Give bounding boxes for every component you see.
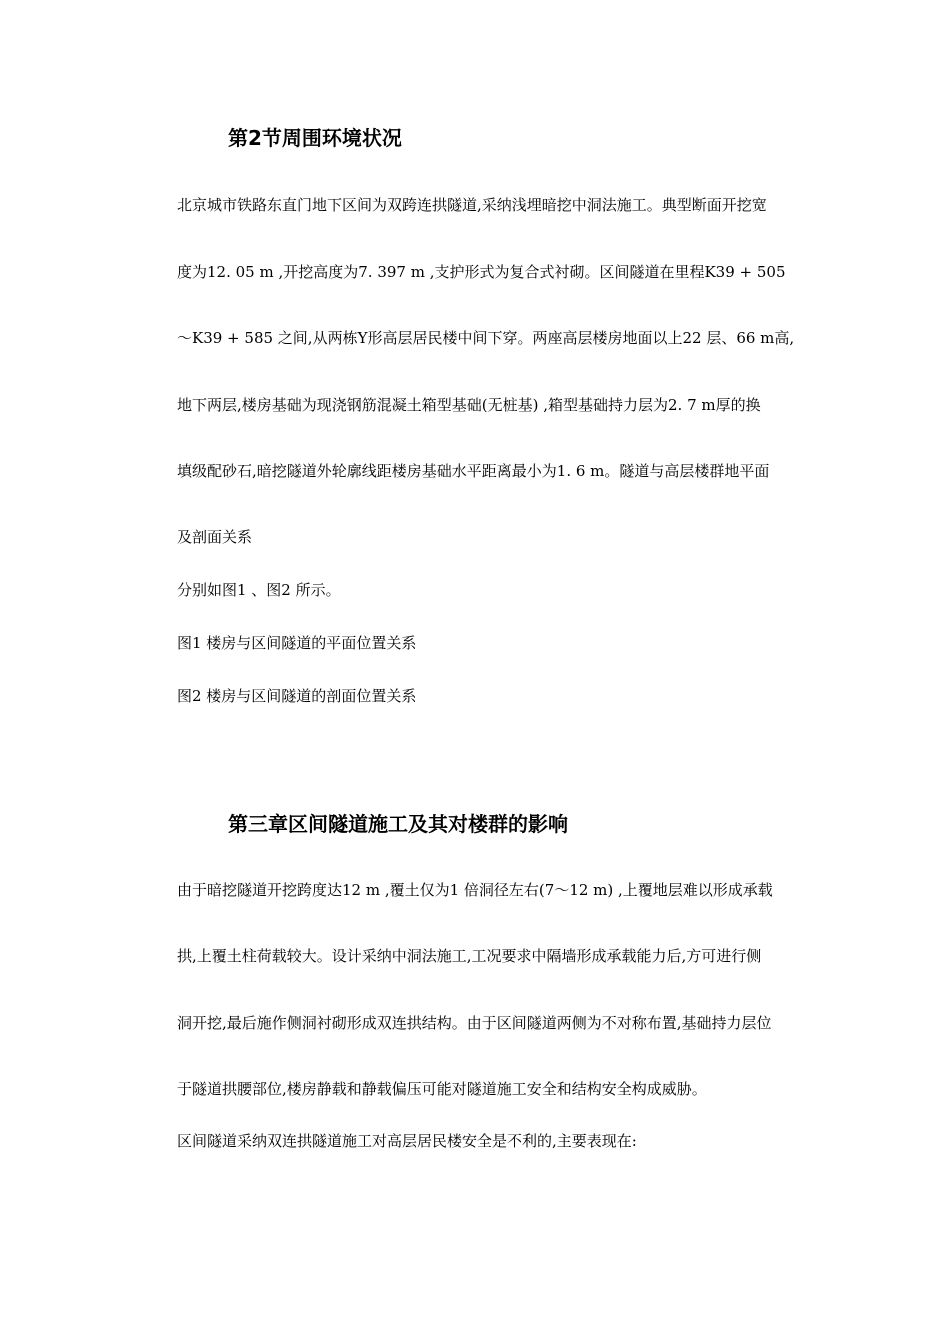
paragraph-line: 北京城市铁路东直门地下区间为双跨连拱隧道,采纳浅埋暗挖中洞法施工。典型断面开挖宽 [177,196,767,214]
paragraph-line: 由于暗挖隧道开挖跨度达12 m ,覆土仅为1 倍洞径左右(7～12 m) ,上覆地层难以形成承载 [177,881,773,899]
paragraph-line: 度为12. 05 m ,开挖高度为7. 397 m ,支护形式为复合式衬砌。区间隧道在里程K39 + 505 [177,263,786,281]
paragraph-line: 拱,上覆土柱荷载较大。设计采纳中洞法施工,工况要求中隔墙形成承载能力后,方可进行侧 [177,947,762,965]
paragraph-line: ～K39 + 585 之间,从两栋Y形高层居民楼中间下穿。两座高层楼房地面以上22 层、66 m高, [177,329,795,347]
paragraph-line: 区间隧道采纳双连拱隧道施工对高层居民楼安全是不利的,主要表现在: [177,1132,637,1150]
paragraph-line: 地下两层,楼房基础为现浇钢筋混凝土箱型基础(无桩基) ,箱型基础持力层为2. 7 m厚的换 [177,396,761,414]
section-heading: 第2节周围环境状况 [228,126,402,150]
chapter-heading: 第三章区间隧道施工及其对楼群的影响 [228,812,568,836]
paragraph-line: 分别如图1 、图2 所示。 [177,581,341,599]
figure-caption: 图1 楼房与区间隧道的平面位置关系 [177,634,417,652]
paragraph-line: 及剖面关系 [177,528,253,546]
paragraph-line: 于隧道拱腰部位,楼房静载和静载偏压可能对隧道施工安全和结构安全构成威胁。 [177,1080,707,1098]
paragraph-line: 填级配砂石,暗挖隧道外轮廓线距楼房基础水平距离最小为1. 6 m。隧道与高层楼群地平面 [177,462,770,480]
figure-caption: 图2 楼房与区间隧道的剖面位置关系 [177,687,417,705]
paragraph-line: 洞开挖,最后施作侧洞衬砌形成双连拱结构。由于区间隧道两侧为不对称布置,基础持力层位 [177,1014,772,1032]
